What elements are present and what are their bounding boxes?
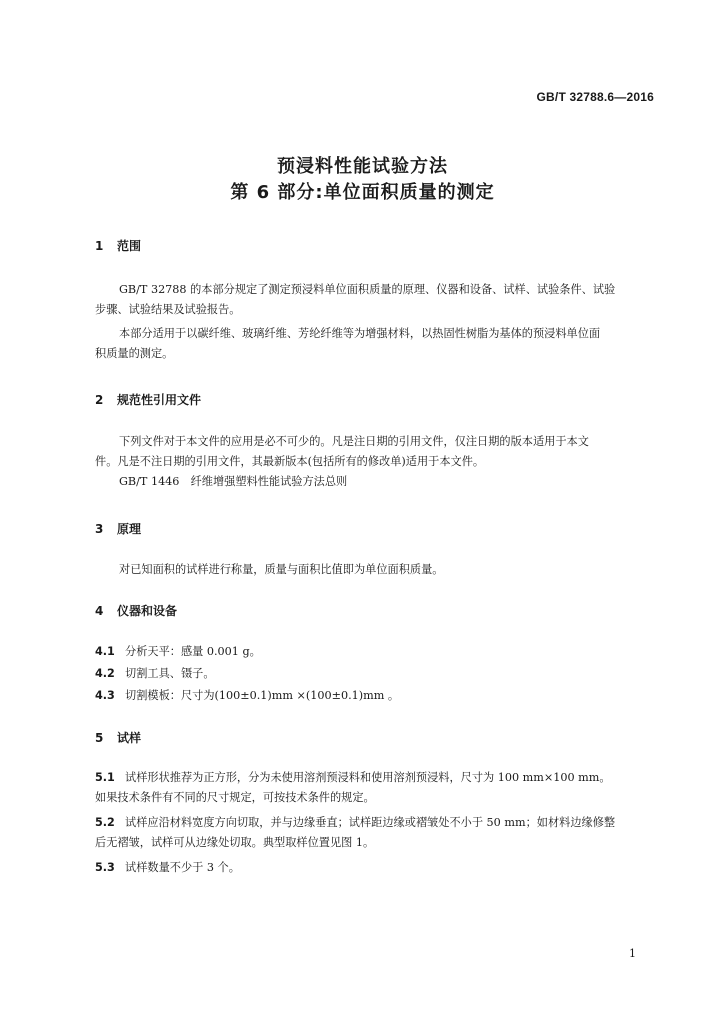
clause-number: 5.3 <box>95 861 115 874</box>
clause-text: 试样形状推荐为正方形，分为未使用溶剂预浸料和使用溶剂预浸料，尺寸为 100 mm×100 mm。 <box>125 771 611 784</box>
clause-text: 切割模板：尺寸为(100±0.1)mm ×(100±0.1)mm 。 <box>125 689 400 702</box>
section-title: 仪器和设备 <box>117 604 178 618</box>
principle-paragraph <box>95 560 657 580</box>
document-title: 预浸料性能试验方法 <box>277 156 448 177</box>
apparatus-item <box>95 687 399 703</box>
normative-references-paragraph <box>95 432 657 492</box>
clause-number: 4.3 <box>95 689 115 702</box>
apparatus-item <box>95 665 215 681</box>
paragraph-line: 件。凡是不注日期的引用文件，其最新版本(包括所有的修改单)适用于本文件。 <box>95 455 485 468</box>
clause-text: 切割工具、镊子。 <box>125 667 215 680</box>
section-number: 3 <box>95 522 104 536</box>
section-number: 2 <box>95 393 104 407</box>
page-number: 1 <box>629 947 636 960</box>
apparatus-item <box>95 643 261 659</box>
document-subtitle: 第 6 部分:单位面积质量的测定 <box>230 182 495 203</box>
paragraph-line: 后无褶皱，试样可从边缘处切取。典型取样位置见图 1。 <box>95 836 375 849</box>
clause-number: 4.1 <box>95 645 115 658</box>
scope-paragraph-1 <box>95 280 657 320</box>
section-number: 5 <box>95 731 104 745</box>
section-heading-specimens <box>95 729 141 746</box>
specimen-clause-5-3 <box>95 859 240 875</box>
section-heading-apparatus <box>95 602 177 619</box>
section-title: 规范性引用文件 <box>117 393 202 407</box>
specimen-clause-5-2 <box>95 813 657 853</box>
section-title: 试样 <box>117 731 142 745</box>
paragraph-line: 步骤、试验结果及试验报告。 <box>95 303 241 316</box>
section-title: 原理 <box>117 522 142 536</box>
clause-number: 5.2 <box>95 816 115 829</box>
section-heading-scope <box>95 237 141 254</box>
clause-text: 分析天平：感量 0.001 g。 <box>125 645 261 658</box>
clause-text: 试样数量不少于 3 个。 <box>125 861 240 874</box>
reference-entry: GB/T 1446 纤维增强塑料性能试验方法总则 <box>119 475 348 488</box>
paragraph-line: 如果技术条件有不同的尺寸规定，可按技术条件的规定。 <box>95 791 375 804</box>
clause-number: 5.1 <box>95 771 115 784</box>
standard-number: GB/T 32788.6—2016 <box>536 90 654 104</box>
scope-paragraph-2 <box>95 324 657 364</box>
section-number: 4 <box>95 604 104 618</box>
paragraph-line: 下列文件对于本文件的应用是必不可少的。凡是注日期的引用文件，仅注日期的版本适用于本文 <box>119 435 589 448</box>
paragraph-line: GB/T 32788 的本部分规定了测定预浸料单位面积质量的原理、仪器和设备、试样、试验条件、试验 <box>119 283 616 296</box>
paragraph-line: 本部分适用于以碳纤维、玻璃纤维、芳纶纤维等为增强材料，以热固性树脂为基体的预浸料单位面 <box>119 327 601 340</box>
section-heading-normative-references <box>95 391 201 408</box>
section-number: 1 <box>95 239 104 253</box>
specimen-clause-5-1 <box>95 768 657 808</box>
section-title: 范围 <box>117 239 142 253</box>
section-heading-principle <box>95 520 141 537</box>
paragraph-line: 积质量的测定。 <box>95 347 174 360</box>
clause-text: 试样应沿材料宽度方向切取，并与边缘垂直；试样距边缘或褶皱处不小于 50 mm；如材料边缘修整 <box>125 816 616 829</box>
paragraph-line: 对已知面积的试样进行称量，质量与面积比值即为单位面积质量。 <box>119 563 444 576</box>
clause-number: 4.2 <box>95 667 115 680</box>
